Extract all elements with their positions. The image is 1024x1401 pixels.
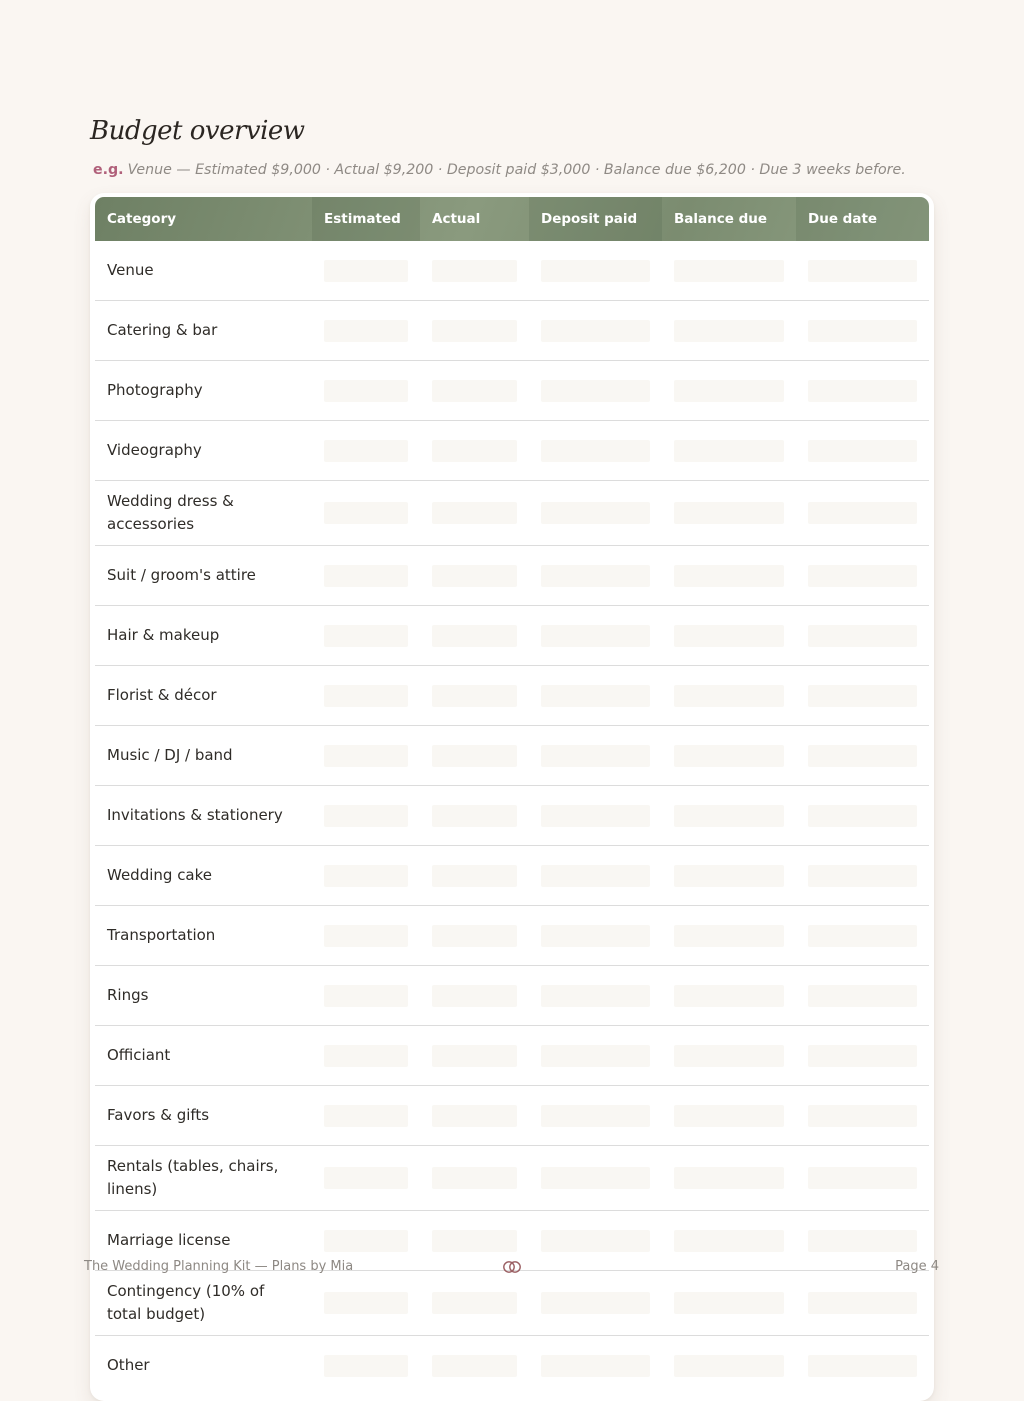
table-cell: [662, 1086, 796, 1146]
table-cell: [312, 241, 420, 301]
due-date-field[interactable]: [808, 440, 917, 462]
actual-field[interactable]: [432, 260, 517, 282]
table-cell: [662, 481, 796, 546]
table-cell: [796, 1271, 929, 1336]
actual-field[interactable]: [432, 1355, 517, 1377]
table-cell: [312, 606, 420, 666]
footer-kit-title: The Wedding Planning Kit — Plans by Mia: [84, 1259, 354, 1274]
actual-field[interactable]: [432, 1045, 517, 1067]
table-cell: [312, 1146, 420, 1211]
table-cell: [529, 786, 662, 846]
table-cell: [662, 241, 796, 301]
table-cell: [529, 1146, 662, 1211]
balance-due-field[interactable]: [674, 1105, 784, 1127]
table-cell: [312, 786, 420, 846]
header-actual: Actual: [432, 211, 481, 227]
table-row: [95, 1146, 929, 1211]
table-cell: [796, 361, 929, 421]
table-cell: [312, 966, 420, 1026]
deposit-paid-field[interactable]: [541, 320, 650, 342]
balance-due-field[interactable]: [674, 805, 784, 827]
table-cell: [529, 546, 662, 606]
header-estimated: Estimated: [312, 197, 420, 241]
table-cell: [312, 361, 420, 421]
table-cell: [662, 1146, 796, 1211]
table-cell: [312, 1336, 420, 1396]
table-cell: [312, 301, 420, 361]
table-cell: [529, 1336, 662, 1396]
table-cell: [420, 846, 529, 906]
actual-field[interactable]: [432, 565, 517, 587]
deposit-paid-field[interactable]: [541, 925, 650, 947]
category-label: Transportation: [95, 906, 312, 966]
actual-field[interactable]: [432, 1230, 517, 1252]
table-cell: [529, 1271, 662, 1336]
table-row: [95, 361, 929, 421]
due-date-field[interactable]: [808, 1230, 917, 1252]
table-cell: [796, 1026, 929, 1086]
table-cell: [796, 481, 929, 546]
table-cell: [796, 241, 929, 301]
actual-field[interactable]: [432, 1167, 517, 1189]
table-cell: [312, 1086, 420, 1146]
balance-due-field[interactable]: [674, 985, 784, 1007]
deposit-paid-field[interactable]: [541, 260, 650, 282]
page-title: Budget overview: [90, 116, 305, 146]
category-label: Hair & makeup: [95, 606, 312, 666]
due-date-field[interactable]: [808, 1045, 917, 1067]
due-date-field[interactable]: [808, 925, 917, 947]
table-cell: [529, 481, 662, 546]
balance-due-field[interactable]: [674, 745, 784, 767]
table-cell: [529, 241, 662, 301]
estimated-field[interactable]: [324, 1355, 408, 1377]
table-cell: [662, 1271, 796, 1336]
table-row: [95, 241, 929, 301]
balance-due-field[interactable]: [674, 865, 784, 887]
header-category: Category: [107, 211, 177, 227]
deposit-paid-field[interactable]: [541, 565, 650, 587]
estimated-field[interactable]: [324, 625, 408, 647]
table-cell: [420, 906, 529, 966]
table-cell: [662, 666, 796, 726]
table-cell: [662, 966, 796, 1026]
deposit-paid-field[interactable]: [541, 1355, 650, 1377]
category-label: Rentals (tables, chairs, linens): [95, 1146, 312, 1211]
actual-field[interactable]: [432, 685, 517, 707]
balance-due-field[interactable]: [674, 380, 784, 402]
table-cell: [662, 1026, 796, 1086]
estimated-field[interactable]: [324, 1230, 408, 1252]
balance-due-field[interactable]: [674, 1292, 784, 1314]
estimated-field[interactable]: [324, 985, 408, 1007]
category-label: Venue: [95, 241, 312, 301]
table-cell: [312, 906, 420, 966]
table-cell: [529, 1086, 662, 1146]
table-row: [95, 1026, 929, 1086]
actual-field[interactable]: [432, 440, 517, 462]
estimated-field[interactable]: [324, 1105, 408, 1127]
table-row: [95, 846, 929, 906]
table-cell: [312, 421, 420, 481]
balance-due-field[interactable]: [674, 925, 784, 947]
category-label: Wedding dress & accessories: [95, 481, 312, 546]
due-date-field[interactable]: [808, 685, 917, 707]
due-date-field[interactable]: [808, 1167, 917, 1189]
estimated-field[interactable]: [324, 320, 408, 342]
table-cell: [312, 726, 420, 786]
estimated-field[interactable]: [324, 745, 408, 767]
category-label: Videography: [95, 421, 312, 481]
due-date-field[interactable]: [808, 565, 917, 587]
category-label: Invitations & stationery: [95, 786, 312, 846]
budget-table: [95, 197, 929, 1395]
due-date-field[interactable]: [808, 380, 917, 402]
due-date-field[interactable]: [808, 865, 917, 887]
category-label: Contingency (10% of total budget): [95, 1271, 312, 1336]
table-row: [95, 481, 929, 546]
deposit-paid-field[interactable]: [541, 1105, 650, 1127]
table-cell: [796, 1146, 929, 1211]
balance-due-field[interactable]: [674, 565, 784, 587]
table-cell: [312, 1026, 420, 1086]
balance-due-field[interactable]: [674, 440, 784, 462]
table-row: [95, 606, 929, 666]
deposit-paid-field[interactable]: [541, 502, 650, 524]
balance-due-field[interactable]: [674, 1167, 784, 1189]
table-cell: [662, 786, 796, 846]
balance-due-field[interactable]: [674, 1230, 784, 1252]
category-label: Florist & décor: [95, 666, 312, 726]
estimated-field[interactable]: [324, 925, 408, 947]
example-text: Venue — Estimated $9,000 · Actual $9,200 · Deposit paid $3,000 · Balance due $6,200 · Due 3 weeks before.: [127, 162, 906, 178]
page-number: Page 4: [895, 1259, 939, 1274]
table-row: [95, 421, 929, 481]
actual-field[interactable]: [432, 985, 517, 1007]
due-date-field[interactable]: [808, 1355, 917, 1377]
table-cell: [796, 301, 929, 361]
actual-field[interactable]: [432, 805, 517, 827]
deposit-paid-field[interactable]: [541, 625, 650, 647]
actual-field[interactable]: [432, 865, 517, 887]
category-label: Suit / groom's attire: [95, 546, 312, 606]
due-date-field[interactable]: [808, 745, 917, 767]
deposit-paid-field[interactable]: [541, 685, 650, 707]
table-cell: [420, 361, 529, 421]
estimated-field[interactable]: [324, 1292, 408, 1314]
actual-field[interactable]: [432, 320, 517, 342]
table-cell: [529, 1026, 662, 1086]
table-cell: [529, 301, 662, 361]
category-label: Officiant: [95, 1026, 312, 1086]
table-cell: [420, 1026, 529, 1086]
table-cell: [662, 906, 796, 966]
actual-field[interactable]: [432, 745, 517, 767]
table-row: [95, 786, 929, 846]
table-cell: [662, 606, 796, 666]
table-row: [95, 301, 929, 361]
table-cell: [420, 606, 529, 666]
table-cell: [529, 421, 662, 481]
table-cell: [662, 421, 796, 481]
balance-due-field[interactable]: [674, 1355, 784, 1377]
table-cell: [312, 481, 420, 546]
due-date-field[interactable]: [808, 1292, 917, 1314]
deposit-paid-field[interactable]: [541, 440, 650, 462]
category-label: Rings: [95, 966, 312, 1026]
table-row: [95, 1086, 929, 1146]
due-date-field[interactable]: [808, 1105, 917, 1127]
table-cell: [662, 726, 796, 786]
category-label: Favors & gifts: [95, 1086, 312, 1146]
table-cell: [529, 606, 662, 666]
due-date-field[interactable]: [808, 502, 917, 524]
actual-field[interactable]: [432, 380, 517, 402]
estimated-field[interactable]: [324, 685, 408, 707]
balance-due-field[interactable]: [674, 1045, 784, 1067]
category-label: Marriage license: [95, 1211, 312, 1271]
table-cell: [796, 606, 929, 666]
table-cell: [420, 1146, 529, 1211]
category-label: Wedding cake: [95, 846, 312, 906]
table-cell: [420, 481, 529, 546]
deposit-paid-field[interactable]: [541, 1230, 650, 1252]
table-header-row: [95, 197, 929, 241]
actual-field[interactable]: [432, 1105, 517, 1127]
example-label: e.g.: [93, 162, 124, 178]
table-cell: [529, 666, 662, 726]
table-cell: [420, 241, 529, 301]
deposit-paid-field[interactable]: [541, 865, 650, 887]
table-cell: [529, 846, 662, 906]
table-row: [95, 966, 929, 1026]
due-date-field[interactable]: [808, 805, 917, 827]
table-cell: [420, 966, 529, 1026]
balance-due-field[interactable]: [674, 685, 784, 707]
balance-due-field[interactable]: [674, 502, 784, 524]
budget-table-card: [90, 193, 934, 1401]
category-label: Photography: [95, 361, 312, 421]
deposit-paid-field[interactable]: [541, 985, 650, 1007]
estimated-field[interactable]: [324, 1167, 408, 1189]
balance-due-field[interactable]: [674, 320, 784, 342]
table-cell: [529, 966, 662, 1026]
table-row: [95, 906, 929, 966]
estimated-field[interactable]: [324, 502, 408, 524]
actual-field[interactable]: [432, 925, 517, 947]
table-cell: [796, 906, 929, 966]
due-date-field[interactable]: [808, 625, 917, 647]
table-cell: [420, 301, 529, 361]
table-cell: [312, 846, 420, 906]
table-cell: [662, 361, 796, 421]
table-row: [95, 1271, 929, 1336]
table-cell: [529, 726, 662, 786]
category-label: Catering & bar: [95, 301, 312, 361]
table-cell: [420, 726, 529, 786]
table-row: [95, 546, 929, 606]
table-cell: [796, 1086, 929, 1146]
due-date-field[interactable]: [808, 260, 917, 282]
header-balance-due: Balance due: [674, 211, 768, 227]
table-cell: [796, 546, 929, 606]
table-cell: [662, 301, 796, 361]
table-cell: [312, 1271, 420, 1336]
table-cell: [312, 546, 420, 606]
table-cell: [420, 786, 529, 846]
table-cell: [529, 1211, 662, 1271]
deposit-paid-field[interactable]: [541, 1045, 650, 1067]
header-deposit-paid: Deposit paid: [529, 197, 662, 241]
table-cell: [529, 906, 662, 966]
table-row: [95, 666, 929, 726]
table-cell: [420, 1271, 529, 1336]
table-cell: [420, 546, 529, 606]
deposit-paid-field[interactable]: [541, 745, 650, 767]
deposit-paid-field[interactable]: [541, 1292, 650, 1314]
table-cell: [796, 786, 929, 846]
balance-due-field[interactable]: [674, 260, 784, 282]
table-cell: [662, 1211, 796, 1271]
table-cell: [796, 846, 929, 906]
table-row: [95, 726, 929, 786]
table-cell: [420, 421, 529, 481]
actual-field[interactable]: [432, 502, 517, 524]
due-date-field[interactable]: [808, 985, 917, 1007]
balance-due-field[interactable]: [674, 625, 784, 647]
deposit-paid-field[interactable]: [541, 380, 650, 402]
header-due-date: Due date: [796, 197, 929, 241]
table-cell: [420, 1336, 529, 1396]
table-cell: [662, 1336, 796, 1396]
estimated-field[interactable]: [324, 380, 408, 402]
estimated-field[interactable]: [324, 1045, 408, 1067]
table-cell: [796, 1336, 929, 1396]
table-row: [95, 1336, 929, 1396]
deposit-paid-field[interactable]: [541, 1167, 650, 1189]
table-cell: [529, 361, 662, 421]
example-hint: [93, 162, 906, 178]
estimated-field[interactable]: [324, 260, 408, 282]
estimated-field[interactable]: [324, 565, 408, 587]
interlocking-rings-icon: [502, 1260, 522, 1274]
estimated-field[interactable]: [324, 440, 408, 462]
table-cell: [796, 421, 929, 481]
due-date-field[interactable]: [808, 320, 917, 342]
category-label: Other: [107, 1356, 150, 1374]
table-cell: [796, 966, 929, 1026]
table-cell: [312, 666, 420, 726]
estimated-field[interactable]: [324, 865, 408, 887]
actual-field[interactable]: [432, 1292, 517, 1314]
category-label: Music / DJ / band: [95, 726, 312, 786]
table-cell: [796, 726, 929, 786]
table-cell: [420, 1086, 529, 1146]
table-cell: [662, 546, 796, 606]
estimated-field[interactable]: [324, 805, 408, 827]
table-cell: [420, 666, 529, 726]
actual-field[interactable]: [432, 625, 517, 647]
table-cell: [796, 666, 929, 726]
table-cell: [662, 846, 796, 906]
deposit-paid-field[interactable]: [541, 805, 650, 827]
